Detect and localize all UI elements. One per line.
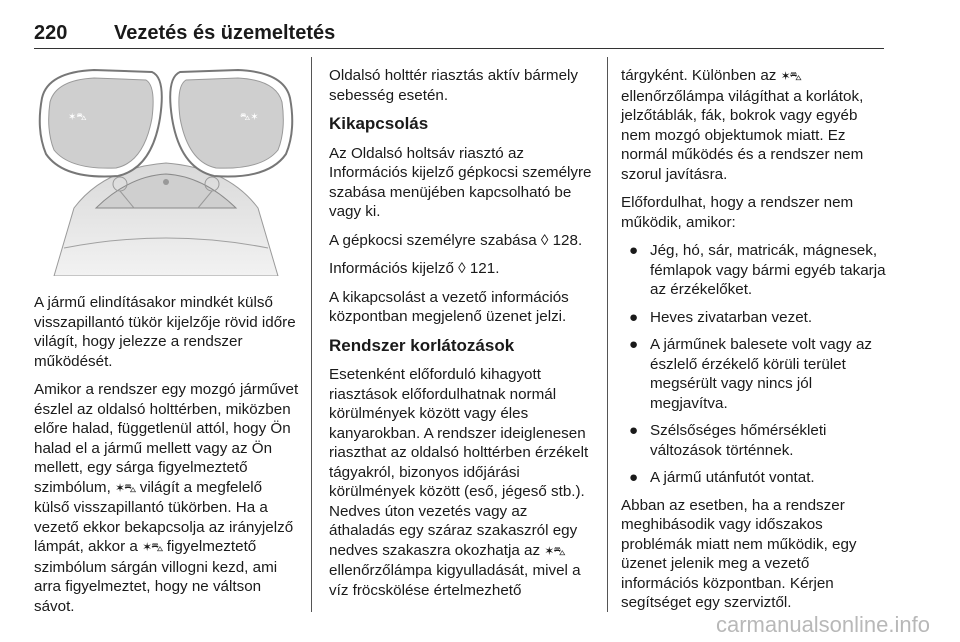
paragraph: Az Oldalsó holtsáv riasztó az Információs kijelző gépkocsi személyre szabása menüjében kapcsolható be vagy ki. [329,144,592,220]
list-item [621,421,887,460]
bullet-icon: ● [629,308,639,326]
column-divider-1 [311,57,312,612]
paragraph: A jármű elindításakor mindkét külső visszapillantó tükör kijelzője rövid időre világít, hogy jelezze a rendszer működését. [34,294,296,370]
bullet-icon: ● [629,469,639,486]
chapter-title: Vezetés és üzemeltetés [114,22,336,44]
column-2 [329,66,595,609]
paragraph-text: világít a megfelelő külső visszapillantó tükörben. Ha a vezető ekkor bekapcsolja az irányjelző lámpát, akkor a [34,478,294,555]
blind-spot-warning-icon: ✶⛍ [780,69,802,83]
bullet-icon: ● [629,336,639,353]
paragraph: Előfordulhat, hogy a rendszer nem működik, amikor: [621,194,854,231]
list-item [621,308,887,328]
section-heading: Kikapcsolás [329,114,429,133]
list-item-text: A járműnek balesete volt vagy az észlelő érzékelő körüli terület megsérült vagy nincs jól megjavítva. [650,336,873,412]
list-item-text: Heves zivatarban vezet. [650,308,813,326]
list-item [621,241,887,300]
column-1 [34,293,300,625]
column-divider-2 [607,57,608,612]
cross-reference[interactable]: Információs kijelző ◊ 121. [329,260,500,277]
header-rule [34,48,884,49]
paragraph: A kikapcsolást a vezető információs központban megjelenő üzenet jelzi. [329,288,569,325]
paragraph-text: tárgyként. Különben az [621,67,777,84]
blind-spot-warning-icon: ✶⛍ [142,540,163,554]
column-3 [621,66,887,622]
paragraph-text: Esetenként előforduló kihagyott riasztások előfordulhatnak normál körülmények között vagy éles kanyarokban. A rendszer ideiglenesen riaszthat az oldalsó holttérben érzékelt tágyakról, bizonyos időjárási körülmények között (eső, jégeső stb.). Nedves úton vezetés vagy az áthaladás egy száraz szakaszról egy nedves szakaszra okozhatja az [329,366,589,559]
paragraph-text: Amikor a rendszer egy mozgó járművet észlel az oldalsó holttérben, miközben előre halad, függetlenül attól, hogy Ön halad el a jármű mellett vagy az Ön mellett, egy sárga figyelmeztető szimbólum, [34,381,299,496]
paragraph [34,380,300,616]
blind-spot-warning-icon: ✶⛍ [115,480,136,495]
paragraph [621,66,887,184]
paragraph: Oldalsó holttér riasztás aktív bármely sebesség esetén. [329,67,578,104]
conditions-list [621,241,887,488]
list-item-text: Szélsőséges hőmérsékleti változások történnek. [650,422,827,459]
page-number: 220 [34,22,68,44]
paragraph-text: ellenőrzőlámpa kigyulladását, mivel a víz fröcskölése értelmezhető [329,562,581,599]
blind-spot-warning-icon: ✶⛍ [544,543,565,558]
cross-reference[interactable]: A gépkocsi személyre szabása ◊ 128. [329,231,583,249]
blind-spot-illustration [34,58,298,276]
paragraph [329,365,595,600]
paragraph: Abban az esetben, ha a rendszer meghibásodik vagy időszakos problémák miatt nem működik, egy üzenet jelenik meg a vezető információs központban. Kérjen segítséget egy szerviztől. [621,496,857,611]
svg-text:⛍✶: ⛍✶ [240,112,259,123]
paragraph-text: ellenőrzőlámpa világíthat a korlátok, jelzőtáblák, fák, bokrok vagy egyéb nem mozgó objektumok miatt. Ez normál működés és a rendszer nem szorul javításra. [621,87,864,183]
bullet-icon: ● [629,242,639,259]
section-heading: Rendszer korlátozások [329,335,515,355]
watermark: carmanualsonline.info [715,612,930,637]
list-item [621,335,887,413]
list-item-text: Jég, hó, sár, matricák, mágnesek, fémlapok vagy bármi egyéb takarja az érzékelőket. [650,242,886,298]
svg-text:✶⛍: ✶⛍ [68,112,87,123]
list-item-text: A jármű utánfutót vontat. [650,469,815,486]
bullet-icon: ● [629,422,639,439]
list-item [621,468,887,488]
paragraph-text: figyelmeztető szimbólum sárgán villogni kezd, ami arra figyelmeztet, hogy ne váltson sávot. [34,538,278,615]
